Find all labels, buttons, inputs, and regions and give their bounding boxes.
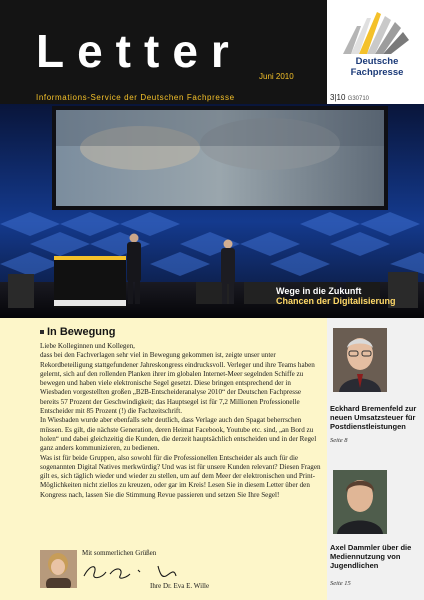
logo-line-2: Fachpresse xyxy=(350,67,404,78)
logo-line-1: Deutsche xyxy=(355,56,399,67)
author-photo xyxy=(40,550,77,588)
man-portrait xyxy=(333,470,387,534)
article-paragraph: In Wiesbaden wurde aber ebenfalls sehr deutlich, dass Verlage auch den Spagat beherrschen müssen. Es gilt, die nächste Generation, deren Heimat Facebook, Youtube etc. sind, „an Bord zu holen“ und dabei gleichzeitig die Kunden, die derzeit hauptsächlich entscheiden und in der Regel ganz anders kommunizieren, zu bedienen. xyxy=(40,416,317,453)
signer-name: Ihre Dr. Eva E. Wille xyxy=(150,582,210,590)
teaser-title-2[interactable]: Axel Dammler über die Mediennutzung von Jugendlichen xyxy=(330,543,412,571)
teaser-title-1[interactable]: Eckhard Bremenfeld zur neuen Umsatzsteuer für Postdienstleistungen xyxy=(330,404,417,432)
issue-number-value: 3|10 xyxy=(330,93,346,102)
article-body xyxy=(40,342,321,500)
man-with-glasses-portrait xyxy=(333,328,387,392)
article-paragraph: dass bei den Fachverlagen sehr viel in Bewegung gekommen ist, zeigte unser unter Rekordbeteiligung stattgefundener Jahreskongress eindrucksvoll. Verleger und ihre Teams haben gelernt, sich auf den rollenden Planken ihrer im globalen Internet-Meer segelnden Schiffe zu bewegen und haben viele elektronische Segel gesetzt. Diese bringen entsprechend der in Wiesbaden vorgestellten großen „B2B-Entscheideranalyse 2010“ der Deutschen Fachpresse bereits 57 Prozent der Geschwindigkeit; das Hauptsegel ist für 7,2 Millionen Professionelle Entscheider mit 85 Prozent (!) die Fachzeitschrift. xyxy=(40,351,315,416)
publisher-logo xyxy=(327,0,424,90)
article-heading-text: In Bewegung xyxy=(47,326,116,338)
screen-caption-line-1: Wege in die Zukunft xyxy=(276,286,362,296)
article-heading xyxy=(40,326,115,338)
tagline: Informations-Service der Deutschen Fachpresse xyxy=(36,93,235,102)
teaser-photo-2 xyxy=(333,470,387,534)
handwritten-signature xyxy=(80,560,190,584)
issue-code: G30710 xyxy=(347,96,370,102)
issue-date: Juni 2010 xyxy=(259,72,294,81)
closing-greeting: Mit sommerlichen Grüßen xyxy=(82,549,157,557)
author-portrait-icon xyxy=(40,550,77,588)
article-paragraph: Was ist für beide Gruppen, also sowohl für die Professionellen Entscheider als auch für die sogenannten Digital Natives merkwürdig? Und was ist für unsere Kunden relevant? Diesen Fragen gilt es, sich täglich wieder und wieder zu stellen, um auf dem Meer der elektronischen und Print-Möglichkeiten nicht ziellos zu kreuzen, oder gar im Kreis! Lesen Sie in diesem Letter über den Kongress nach, lassen Sie die Stimmung Revue passieren und setzen Sie Ihre Segel! xyxy=(40,453,321,499)
teaser-page-1: Seite 8 xyxy=(330,437,348,444)
screen-caption-line-2: Chancen der Digitalisierung xyxy=(276,296,396,306)
hero-photo xyxy=(0,104,424,318)
screen-caption xyxy=(276,286,396,306)
fanned-pages-icon xyxy=(337,8,417,56)
teaser-photo-1 xyxy=(333,328,387,392)
heading-bullet-icon xyxy=(40,330,44,334)
article-salutation: Liebe Kolleginnen und Kollegen, xyxy=(40,342,135,350)
newsletter-title: Letter xyxy=(36,25,242,77)
teaser-page-2: Seite 15 xyxy=(330,580,351,587)
publisher-logo-text xyxy=(335,56,419,78)
issue-number xyxy=(330,93,369,102)
